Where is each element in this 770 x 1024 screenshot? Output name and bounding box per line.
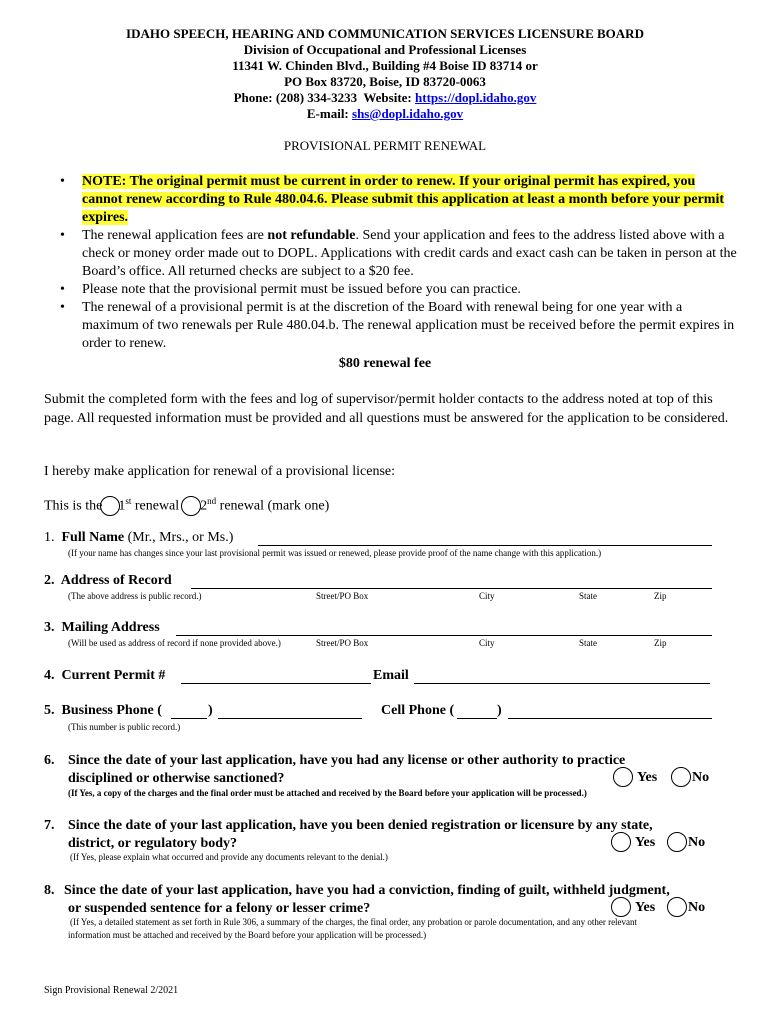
business-title: Business Phone ( [61,703,162,718]
mailing-street-caption: Street/PO Box [316,638,369,648]
business-phone-label [44,703,162,719]
question-8-number: 8. [44,883,55,898]
mailing-city-caption: City [479,638,495,648]
issued-bullet [58,281,738,299]
bullet-icon: • [60,174,65,189]
address-state-caption: State [579,591,597,601]
page-title: PROVISIONAL PERMIT RENEWAL [283,138,487,153]
full-name-suffix: (Mr., Mrs., or Ms.) [124,530,234,545]
email-line [0,106,770,122]
renewal-choice-row [44,496,329,516]
email-input[interactable] [414,683,710,684]
website-link[interactable]: https://dopl.idaho.gov [415,90,537,105]
question-8-line2: or suspended sentence for a felony or lesser crime? [68,901,371,916]
first-renewal-num: 1 [118,498,126,514]
mailing-state-caption: State [579,638,597,648]
question-7-no-radio[interactable] [667,832,687,852]
second-renewal-label: renewal (mark one) [216,498,330,514]
question-6-line2: disciplined or otherwise sanctioned? [68,771,285,786]
business-paren-close: ) [208,703,213,718]
division-name: Division of Occupational and Professional Licenses [243,42,527,57]
email-label: E-mail: [306,106,349,121]
question-8-yes-radio[interactable] [611,897,631,917]
street-address: 11341 W. Chinden Blvd., Building #4 Boise ID 83714 or [232,58,538,73]
renewal-prefix: This is the [44,498,103,514]
question-6-yes-label: Yes [637,770,658,785]
issued-text: Please note that the provisional permit must be issued before you can practice. [82,282,521,297]
question-7-yes-label: Yes [635,835,656,850]
full-name-input[interactable] [258,545,712,546]
fees-text-post: . Send your application and fees to the address listed above with a check or money order made out to DOPL. Applications with credit cards and exact cash can be taken in person at the Board’s office. All returned checks are subject to a $20 fee. [82,228,737,279]
first-renewal-label: renewal [131,498,180,514]
full-name-note: (If your name has changes since your last provisional permit was issued or renewed, please provide proof of the name change with this application.) [68,548,602,558]
current-permit-input[interactable] [181,683,371,684]
address-number: 2. [44,573,55,588]
full-name-number: 1. [44,530,55,545]
question-6-yes-radio[interactable] [613,767,633,787]
question-8-note-line2: information must be attached and received by the Board before your application will be processed.) [68,930,427,940]
question-6-line1: Since the date of your last application, have you had any license or other authority to practice [68,753,626,768]
question-6-note: (If Yes, a copy of the charges and the final order must be attached and received by the Board before your application will be processed.) [68,788,587,798]
cell-area-code-input[interactable] [457,718,497,719]
phone-number: Phone: (208) 334-3233 [233,90,358,105]
cell-phone-label: Cell Phone ( [381,703,455,718]
question-6-no-label: No [692,770,710,785]
bullet-icon: • [60,228,65,243]
submit-instructions: Submit the completed form with the fees and log of supervisor/permit holder contacts to the address noted at top of this page. All requested information must be provided and all questions must be answered for the application to be considered. [44,392,729,426]
fees-text-pre: The renewal application fees are [82,228,268,243]
phone-website-line [0,90,770,106]
bullet-icon: • [60,300,65,315]
mailing-address-label [44,620,160,636]
mailing-address-note: (Will be used as address of record if none provided above.) [68,638,281,648]
board-name: IDAHO SPEECH, HEARING AND COMMUNICATION SERVICES LICENSURE BOARD [126,26,644,41]
question-7-line2: district, or regulatory body? [68,836,238,851]
address-street-caption: Street/PO Box [316,591,369,601]
question-7-line1: Since the date of your last application, have you been denied registration or licensure by any state, [68,818,653,833]
question-8-line1: Since the date of your last application, have you had a conviction, finding of guilt, withheld judgment, [64,883,670,898]
mailing-number: 3. [44,620,55,635]
address-city-caption: City [479,591,495,601]
discretion-bullet [58,299,738,353]
second-renewal-sup: nd [207,496,217,506]
question-6-number: 6. [44,753,55,768]
address-title: Address of Record [60,573,172,588]
question-8-no-radio[interactable] [667,897,687,917]
question-8-no-label: No [688,900,706,915]
po-box-address: PO Box 83720, Boise, ID 83720-0063 [284,74,486,89]
renewal-fee: $80 renewal fee [338,356,432,371]
second-renewal-radio[interactable] [181,496,201,516]
permit-title: Current Permit # [61,668,166,683]
question-7-yes-radio[interactable] [611,832,631,852]
first-renewal-sup: st [125,496,132,506]
discretion-text: The renewal of a provisional permit is at the discretion of the Board with renewal being for one year with a maximum of two renewals per Rule 480.04.b. The renewal application must be received before the permit expires in order to renew. [82,300,735,351]
instructions-list [58,173,738,353]
address-public-note: (The above address is public record.) [68,591,202,601]
note-text: NOTE: The original permit must be current in order to renew. If your original permit has expired, you cannot renew according to Rule 480.04.6. Please submit this application at least a month before your permit expires. [82,174,725,225]
address-of-record-input[interactable] [191,588,712,589]
mailing-title: Mailing Address [61,620,160,635]
business-phone-note: (This number is public record.) [68,722,181,732]
website-label: Website: [363,90,412,105]
mailing-address-input[interactable] [176,635,712,636]
fees-text-bold: not refundable [267,228,356,243]
address-zip-caption: Zip [654,591,667,601]
permit-number: 4. [44,668,55,683]
question-7-no-label: No [688,835,706,850]
cell-phone-input[interactable] [508,718,712,719]
note-bullet [58,173,738,227]
second-renewal-num: 2 [200,498,208,514]
form-footer: Sign Provisional Renewal 2/2021 [44,985,179,996]
business-area-code-input[interactable] [171,718,207,719]
question-8-yes-label: Yes [635,900,656,915]
current-permit-label [44,668,165,684]
application-statement: I hereby make application for renewal of a provisional license: [44,464,396,479]
question-7-number: 7. [44,818,55,833]
full-name-title: Full Name [61,530,125,545]
business-phone-input[interactable] [218,718,362,719]
address-of-record-label [44,573,172,589]
cell-paren-close: ) [497,703,502,718]
mailing-zip-caption: Zip [654,638,667,648]
question-7-note: (If Yes, please explain what occurred and provide any documents relevant to the denial.) [70,852,388,862]
fees-bullet [58,227,738,281]
question-8-note-line1: (If Yes, a detailed statement as set forth in Rule 306, a summary of the charges, the final order, any probation or parole documentation, and any other relevant [70,917,638,927]
business-number: 5. [44,703,55,718]
email-link[interactable]: shs@dopl.idaho.gov [352,106,464,121]
email-field-label: Email [373,668,409,683]
bullet-icon: • [60,282,65,297]
question-6-no-radio[interactable] [671,767,691,787]
full-name-label [44,530,233,546]
